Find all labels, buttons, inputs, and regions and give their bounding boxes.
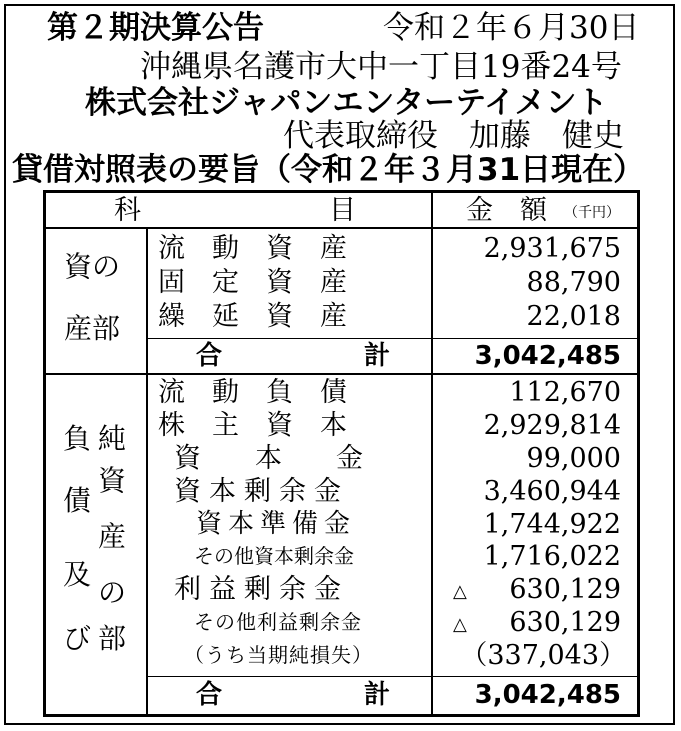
assets-section-label: 資の [64, 250, 121, 283]
assets-total-value: 3,042,485 [474, 341, 621, 371]
company-name: 株式会社ジャパンエンターテイメント [85, 85, 608, 121]
section-divider [46, 373, 637, 375]
representative: 代表取締役 加藤 健史 [283, 118, 624, 154]
item-header-right: 目 [329, 195, 356, 226]
liabilities-section-label: 資 [98, 464, 127, 497]
liabilities-section-label: 純 [98, 422, 127, 455]
header-row-divider [46, 227, 637, 229]
liability-row-value: 1,716,022 [483, 541, 621, 572]
liability-row-label: 資 本 金 [174, 443, 363, 474]
liability-row-value: 630,129 [509, 607, 621, 638]
liability-row-value: 112,670 [509, 377, 621, 408]
asset-row-label: 固 定 資 産 [158, 267, 347, 298]
unit-label: （千円） [564, 205, 620, 221]
asset-row-value: 2,931,675 [483, 233, 621, 264]
liabilities-section-label: 債 [63, 484, 92, 517]
assets-total-label: 計 [364, 341, 391, 371]
liabilities-total-divider [146, 676, 637, 677]
liability-row-value: 3,460,944 [483, 476, 621, 507]
liability-row-label: 流 動 負 債 [158, 377, 347, 408]
liabilities-total-label: 計 [364, 680, 391, 710]
negative-triangle-marker: △ [453, 614, 467, 635]
liabilities-section-label: び [63, 622, 92, 655]
liability-row-label: 資本剰余金 [174, 476, 349, 507]
liability-row-value: 630,129 [509, 574, 621, 605]
liability-row-label: その他利益剰余金 [194, 610, 362, 634]
liabilities-section-label: の [98, 576, 127, 609]
negative-triangle-marker: △ [453, 581, 467, 602]
balance-sheet-summary-title: 貸借対照表の要旨（令和２年３月31日現在） [12, 152, 645, 188]
liability-row-label: 利益剰余金 [174, 574, 349, 605]
amount-header: 金 額 [466, 195, 547, 226]
liabilities-total-value: 3,042,485 [474, 680, 621, 710]
liability-row-label: その他資本剰余金 [194, 544, 354, 568]
assets-section-label: 産部 [64, 312, 121, 345]
section-column-divider [146, 227, 148, 714]
amount-column-divider [431, 193, 433, 714]
liabilities-section-label: 部 [98, 622, 127, 655]
liability-row-value: 2,929,814 [483, 410, 621, 441]
notice-date: 令和２年６月30日 [383, 10, 640, 46]
liability-row-label: 株 主 資 本 [158, 410, 347, 441]
liabilities-section-label: 産 [98, 520, 127, 553]
assets-total-divider [146, 338, 637, 339]
item-header-left: 科 [114, 195, 141, 226]
balance-sheet-table [43, 190, 640, 717]
liability-row-label: 資本準備金 [196, 509, 357, 539]
assets-total-label: 合 [196, 341, 223, 371]
liabilities-total-label: 合 [196, 680, 223, 710]
liability-row-label: （うち当期純損失） [184, 643, 373, 667]
company-address: 沖縄県名護市大中一丁目19番24号 [140, 49, 622, 85]
asset-row-label: 流 動 資 産 [158, 233, 347, 264]
liability-row-value: 99,000 [526, 443, 621, 474]
liabilities-section-label: 負 [63, 422, 92, 455]
notice-title: 第２期決算公告 [47, 10, 264, 46]
liability-row-value: （337,043） [460, 640, 626, 671]
asset-row-label: 繰 延 資 産 [158, 301, 347, 332]
liability-row-value: 1,744,922 [483, 509, 621, 540]
asset-row-value: 88,790 [526, 267, 621, 298]
liabilities-section-label: 及 [63, 558, 92, 591]
asset-row-value: 22,018 [526, 301, 621, 332]
